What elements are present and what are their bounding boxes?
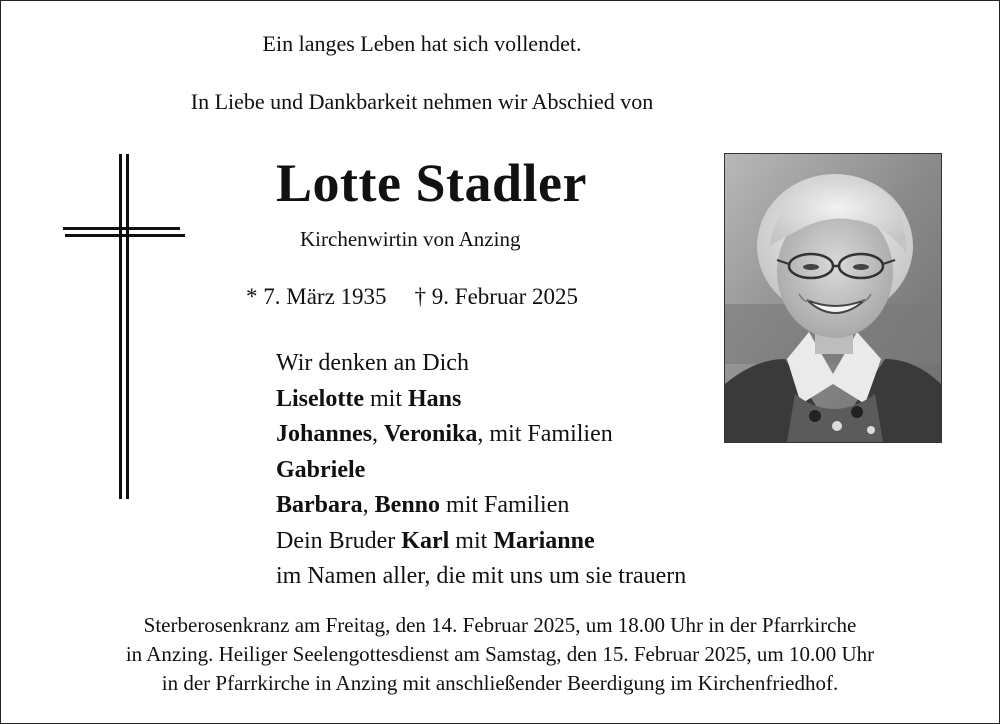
service-line-2: in Anzing. Heiliger Seelengottesdienst am Samstag, den 15. Februar 2025, um 10.00 Uhr xyxy=(125,642,875,666)
birth-date: * 7. März 1935 xyxy=(246,284,387,309)
service-information xyxy=(0,611,1000,698)
mourner-name: Karl xyxy=(401,527,450,554)
service-line-3: in der Pfarrkirche in Anzing mit anschließender Beerdigung im Kirchenfriedhof. xyxy=(161,671,839,695)
connector-text: , xyxy=(372,421,385,447)
mourner-name: Marianne xyxy=(493,527,595,554)
mourners-intro: Wir denken an Dich xyxy=(276,350,469,376)
connector-text: mit Familien xyxy=(440,492,570,518)
mourner-line-1 xyxy=(276,382,686,418)
mourners-list xyxy=(276,346,686,595)
connector-text: mit xyxy=(363,385,408,412)
mourners-closing: im Namen aller, die mit uns um sie trauern xyxy=(276,563,687,589)
deceased-occupation: Kirchenwirtin von Anzing xyxy=(300,227,521,251)
mourner-line-2 xyxy=(276,417,686,453)
portrait-image xyxy=(725,154,941,442)
mourner-line-4 xyxy=(276,488,686,524)
death-date: † 9. Februar 2025 xyxy=(414,284,579,309)
portrait-photo xyxy=(724,153,942,443)
mourner-name: Liselotte xyxy=(276,385,364,412)
cross-icon xyxy=(60,154,190,499)
connector-text: , mit Familien xyxy=(477,421,613,447)
life-dates xyxy=(246,284,578,310)
connector-text: , xyxy=(362,492,375,518)
intro-line-1: Ein langes Leben hat sich vollendet. xyxy=(262,31,582,56)
connector-text: mit xyxy=(449,527,494,554)
service-line-1: Sterberosenkranz am Freitag, den 14. Februar 2025, um 18.00 Uhr in der Pfarrkirche xyxy=(143,613,857,637)
deceased-name: Lotte Stadler xyxy=(276,153,587,213)
mourner-name: Veronika xyxy=(384,421,478,447)
mourner-name: Gabriele xyxy=(276,456,366,483)
mourner-line-3 xyxy=(276,453,686,489)
intro-line-2: In Liebe und Dankbarkeit nehmen wir Abschied von xyxy=(190,89,654,114)
mourner-line-5 xyxy=(276,524,686,560)
mourner-name: Johannes xyxy=(276,421,373,447)
mourner-name: Barbara xyxy=(276,492,363,518)
mourner-name: Hans xyxy=(408,385,462,412)
connector-text: Dein Bruder xyxy=(276,527,402,554)
mourner-name: Benno xyxy=(374,492,441,518)
